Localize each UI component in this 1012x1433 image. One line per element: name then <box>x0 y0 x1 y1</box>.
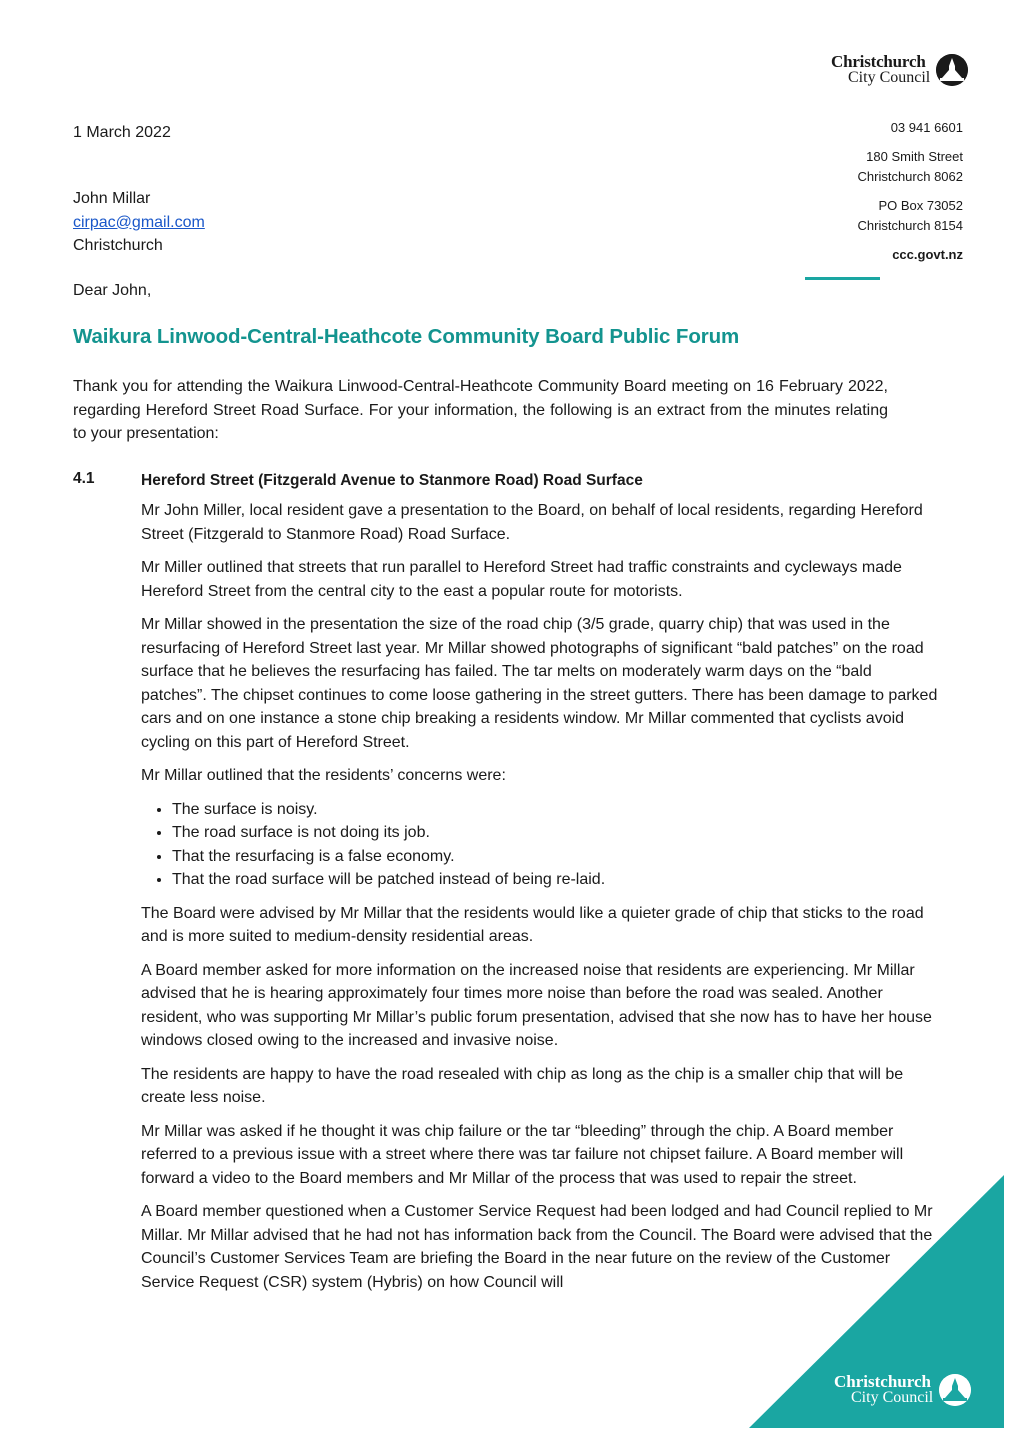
list-item: • That the resurfacing is a false economy. <box>172 845 941 869</box>
paragraph: The residents are happy to have the road resealed with chip as long as the chip is a smaller chip that will be create less noise. <box>141 1065 904 1106</box>
council-logo <box>831 53 968 86</box>
paragraph: Mr Millar outlined that the residents’ concerns were: <box>141 767 506 784</box>
paragraph: Mr John Miller, local resident gave a presentation to the Board, on behalf of local residents, regarding Hereford Street (Fitzgerald to Stanmore Road) Road Surface. <box>141 502 923 543</box>
logo-line-1: Christchurch <box>831 52 926 71</box>
list-item: • That the road surface will be patched instead of being re-laid. <box>172 868 941 892</box>
recipient-email-link[interactable]: cirpac@gmail.com <box>73 213 205 231</box>
recipient-name: John Millar <box>73 190 151 207</box>
logo-line-2: City Council <box>848 69 931 86</box>
section-number: 4.1 <box>73 470 95 487</box>
intro-paragraph: Thank you for attending the Waikura Linwood-Central-Heathcote Community Board meeting on 16 February 2022, regarding Hereford Street Road Surface. For your information, the following is an extract from the minutes relating to your presentation: <box>73 378 888 442</box>
logo-line-1: Christchurch <box>834 1372 931 1391</box>
letter-date: 1 March 2022 <box>73 124 171 141</box>
logo-line-2: City Council <box>851 1389 934 1406</box>
letter-title: Waikura Linwood-Central-Heathcote Community Board Public Forum <box>73 325 740 348</box>
recipient-block <box>73 187 205 258</box>
paragraph: Mr Millar showed in the presentation the size of the road chip (3/5 grade, quarry chip) that was used in the resurfacing of Hereford Street last year. Mr Millar showed photographs of significant “bald patches” on the road surface that he believes the resurfacing has failed. The tar melts on moderately warm days on the “bald patches”. The chipset continues to come loose gathering in the street gutters. There has been damage to parked cars and on one instance a stone chip breaking a residents window. Mr Millar commented that cyclists avoid cycling on this part of Hereford Street. <box>141 616 938 751</box>
list-item: • The road surface is not doing its job. <box>172 821 941 845</box>
contact-street-address: 180 Smith Street Christchurch 8062 <box>857 149 963 184</box>
paragraph: The Board were advised by Mr Millar that the residents would like a quieter grade of chip that sticks to the road and is more suited to medium-density residential areas. <box>141 904 924 945</box>
contact-po-box: PO Box 73052 Christchurch 8154 <box>857 198 963 233</box>
accent-divider <box>805 277 880 280</box>
concerns-list <box>141 798 941 892</box>
cathedral-logo-icon <box>939 1374 971 1406</box>
section-heading: Hereford Street (Fitzgerald Avenue to Stanmore Road) Road Surface <box>141 472 643 489</box>
paragraph: A Board member questioned when a Customer Service Request had been lodged and had Council replied to Mr Millar. Mr Millar advised that he had not has information back from the Council. The Board were advised that the Council’s Customer Services Team are briefing the Board in the near future on the review of the Customer Service Request (CSR) system (Hybris) on how Council will <box>141 1203 933 1291</box>
contact-phone: 03 941 6601 <box>890 120 963 135</box>
contact-website: ccc.govt.nz <box>892 247 963 262</box>
council-logo-footer <box>834 1373 971 1406</box>
list-item: • The surface is noisy. <box>172 798 941 822</box>
paragraph: Mr Millar was asked if he thought it was chip failure or the tar “bleeding” through the chip. A Board member referred to a previous issue with a street where there was tar failure not chipset failure. A Board member will forward a video to the Board members and Mr Millar of the process that was used to repair the street. <box>141 1122 904 1187</box>
paragraph: A Board member asked for more information on the increased noise that residents are experiencing. Mr Millar advised that he is hearing approximately four times more noise than before the road was sealed. Another resident, who was supporting Mr Millar’s public forum presentation, advised that she now has to have her house windows closed owing to the increased and invasive noise. <box>141 961 932 1049</box>
cathedral-logo-icon <box>936 54 968 86</box>
greeting: Dear John, <box>73 282 152 299</box>
recipient-city: Christchurch <box>73 237 163 254</box>
paragraph: Mr Miller outlined that streets that run parallel to Hereford Street had traffic constraints and cycleways made Hereford Street from the central city to the east a popular route for motorists. <box>141 559 902 600</box>
